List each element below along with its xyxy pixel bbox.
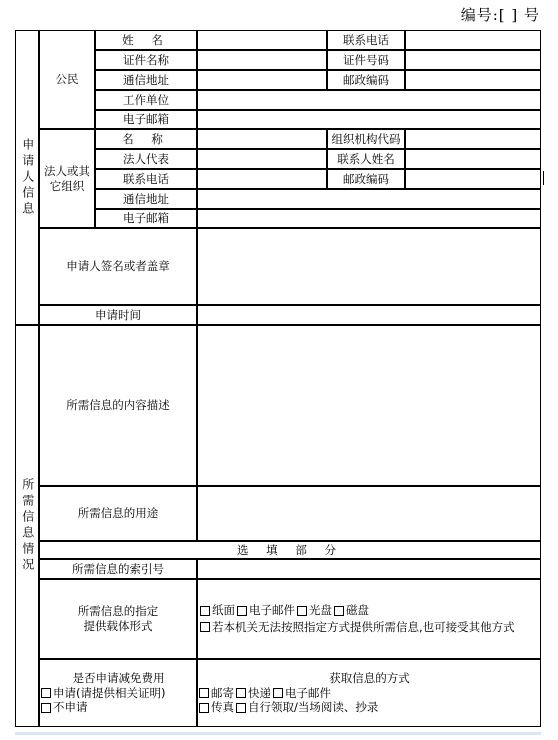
- option-magnetic-disk: 磁盘: [346, 603, 369, 618]
- text-cursor: [543, 171, 544, 185]
- date-label: 申请时间: [39, 305, 197, 325]
- option-email: 电子邮件: [249, 603, 295, 618]
- citizen-postcode-label: 邮政编码: [327, 70, 405, 90]
- org-address-label: 通信地址: [95, 189, 197, 209]
- checkbox-paper[interactable]: [200, 606, 210, 616]
- checkbox-express[interactable]: [236, 688, 246, 698]
- citizen-address-label: 通信地址: [95, 70, 197, 90]
- org-postcode-label: 邮政编码: [327, 169, 405, 189]
- option-self-pickup: 自行领取/当场阅读、抄录: [248, 700, 379, 715]
- purpose-label: 所需信息的用途: [39, 486, 197, 541]
- citizen-id-number-field[interactable]: [405, 50, 541, 70]
- fee-apply-option: 申请(请提供相关证明): [53, 685, 166, 700]
- option-mail: 邮寄: [211, 685, 234, 700]
- signature-label: 申请人签名或者盖章: [39, 228, 197, 305]
- checkbox-fee-apply[interactable]: [41, 688, 51, 698]
- org-email-field[interactable]: [197, 209, 541, 228]
- citizen-name-label: 姓 名: [95, 30, 197, 50]
- checkbox-method-email[interactable]: [273, 688, 283, 698]
- checkbox-accept-other[interactable]: [200, 622, 210, 632]
- citizen-workplace-label: 工作单位: [95, 90, 197, 110]
- org-postcode-field[interactable]: [405, 169, 541, 189]
- citizen-id-name-label: 证件名称: [95, 50, 197, 70]
- fee-label: 是否申请减免费用: [72, 670, 165, 685]
- method-label: 获取信息的方式: [329, 670, 410, 685]
- signature-field[interactable]: [197, 228, 541, 305]
- method-row-2: [199, 700, 378, 715]
- citizen-address-field[interactable]: [197, 70, 327, 90]
- citizen-group-label: 公民: [39, 30, 95, 129]
- carrier-options-row-1: [200, 603, 369, 618]
- org-contact-name-label: 联系人姓名: [327, 149, 405, 169]
- org-phone-field[interactable]: [197, 169, 327, 189]
- org-address-field[interactable]: [197, 189, 541, 209]
- checkbox-fax[interactable]: [199, 703, 209, 713]
- org-contact-name-field[interactable]: [405, 149, 541, 169]
- org-legal-rep-label: 法人代表: [95, 149, 197, 169]
- citizen-phone-label: 联系电话: [327, 30, 405, 50]
- citizen-id-name-field[interactable]: [197, 50, 327, 70]
- org-name-field[interactable]: [197, 129, 327, 149]
- citizen-phone-field[interactable]: [405, 30, 541, 50]
- option-paper: 纸面: [212, 603, 235, 618]
- description-field[interactable]: [197, 325, 541, 486]
- org-name-label: 名 称: [95, 129, 197, 149]
- fee-apply-row: [41, 686, 165, 701]
- option-method-email: 电子邮件: [285, 685, 331, 700]
- org-code-field[interactable]: [405, 129, 541, 149]
- carrier-options: [197, 579, 541, 659]
- option-disc: 光盘: [309, 603, 332, 618]
- checkbox-mail[interactable]: [199, 688, 209, 698]
- carrier-label: 所需信息的指定 提供载体形式: [39, 579, 197, 659]
- citizen-email-label: 电子邮箱: [95, 110, 197, 129]
- bottom-edge-highlight: [15, 732, 541, 735]
- purpose-field[interactable]: [197, 486, 541, 541]
- checkbox-disc[interactable]: [297, 606, 307, 616]
- index-number-label: 所需信息的索引号: [39, 559, 197, 579]
- citizen-postcode-field[interactable]: [405, 70, 541, 90]
- method-row-1: [199, 686, 331, 701]
- org-email-label: 电子邮箱: [95, 209, 197, 228]
- org-code-label: 组织机构代码: [327, 129, 405, 149]
- option-fax: 传真: [211, 700, 234, 715]
- application-form: [15, 30, 541, 727]
- carrier-options-row-2: [200, 620, 515, 635]
- info-section-label: 所需信息情况: [15, 325, 39, 727]
- description-label: 所需信息的内容描述: [39, 325, 197, 486]
- org-legal-rep-field[interactable]: [197, 149, 327, 169]
- fee-no-option: 不申请: [53, 700, 88, 715]
- checkbox-magnetic-disk[interactable]: [334, 606, 344, 616]
- optional-section-header: 选 填 部 分: [39, 541, 541, 559]
- citizen-name-field[interactable]: [197, 30, 327, 50]
- citizen-workplace-field[interactable]: [197, 90, 541, 110]
- date-field[interactable]: [197, 305, 541, 325]
- option-accept-other: 若本机关无法按照指定方式提供所需信息,也可接受其他方式: [212, 620, 515, 634]
- checkbox-email[interactable]: [237, 606, 247, 616]
- citizen-id-number-label: 证件号码: [327, 50, 405, 70]
- fee-cell: [39, 659, 197, 727]
- option-express: 快递: [248, 685, 271, 700]
- org-group-label: 法人或其它组织: [39, 129, 95, 228]
- method-cell: [197, 659, 541, 727]
- index-number-field[interactable]: [197, 559, 541, 579]
- org-phone-label: 联系电话: [95, 169, 197, 189]
- applicant-section-label: 申请人信息: [15, 30, 39, 325]
- checkbox-fee-no[interactable]: [41, 703, 51, 713]
- checkbox-self-pickup[interactable]: [236, 703, 246, 713]
- serial-number: 编号:[ ] 号: [460, 6, 540, 24]
- fee-no-row: [41, 700, 88, 715]
- citizen-email-field[interactable]: [197, 110, 541, 129]
